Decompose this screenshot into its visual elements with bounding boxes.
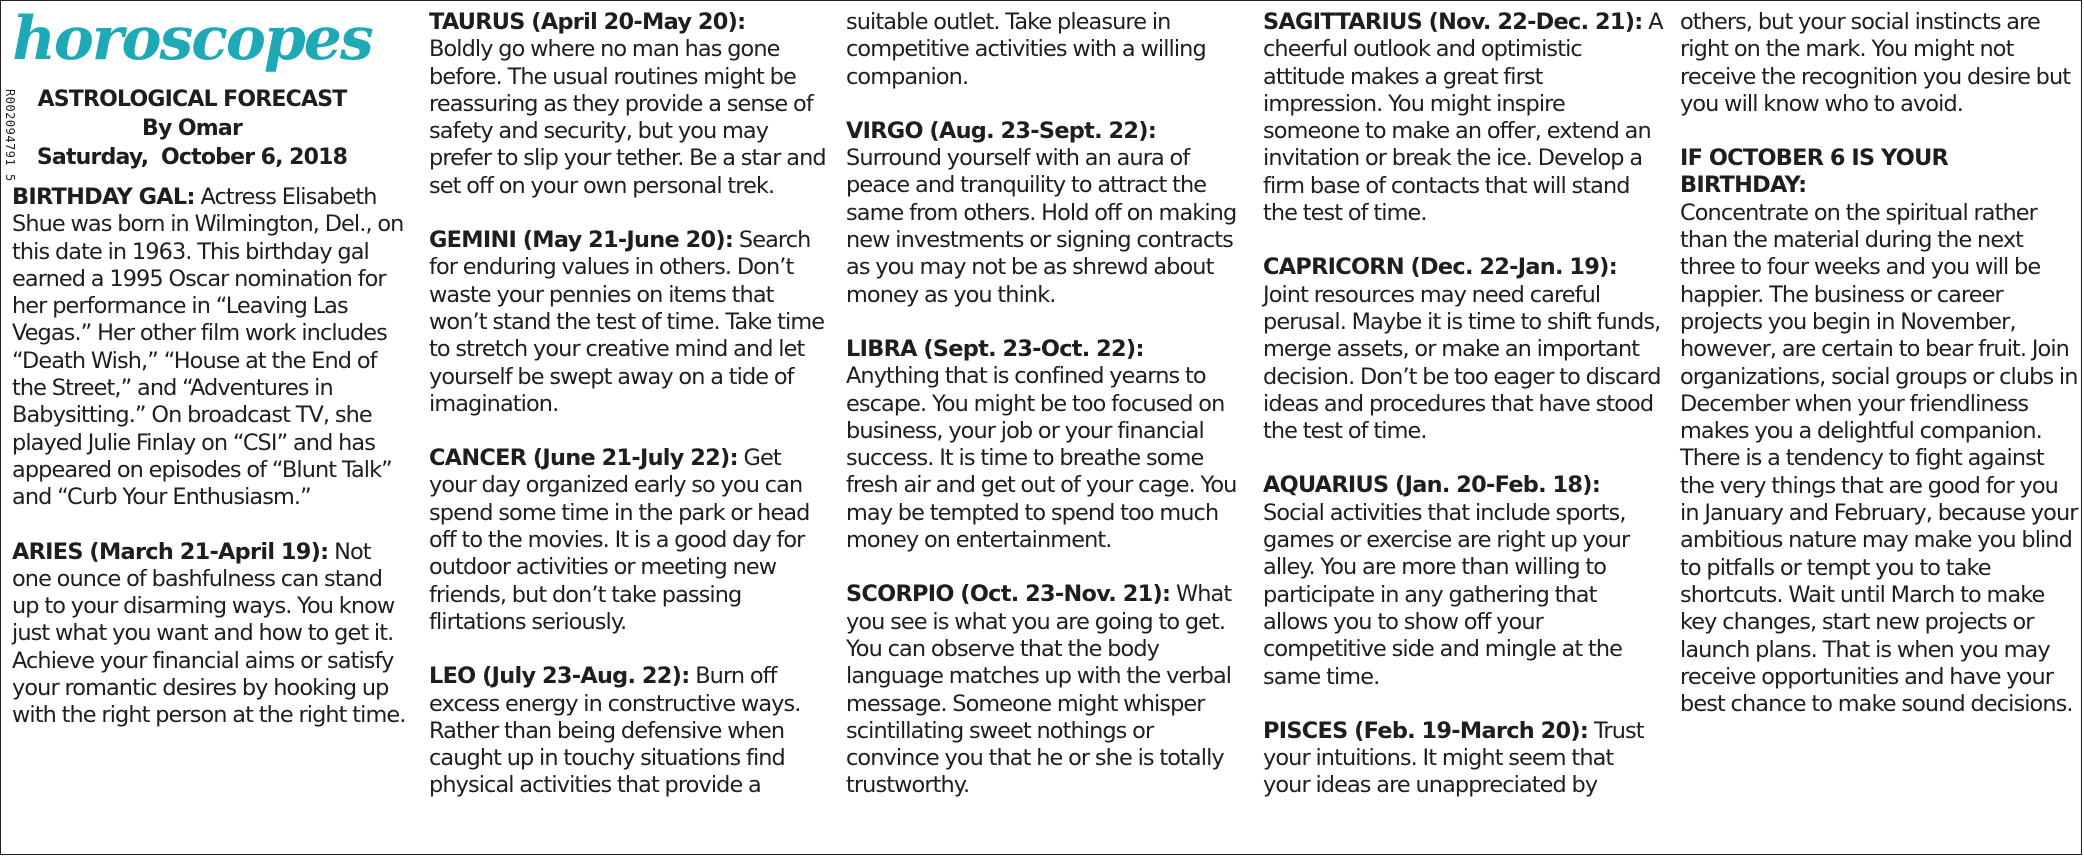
cancer-text: Get your day organized early so you can spend some time in the park or head off to the movies. It is a good day for outdoor activities or meeting new friends, but don’t take passing flirtations seriously. (429, 445, 810, 635)
sagittarius-heading: SAGITTARIUS (Nov. 22-Dec. 21): (1263, 9, 1643, 35)
cancer-entry (429, 445, 829, 636)
libra-text: Anything that is confined yearns to escape. You might be too focused on business, your job or your financial success. It is time to breathe some fresh air and get out of your cage. You may be tempted to spend too much money on entertainment. (846, 363, 1237, 554)
virgo-entry (846, 118, 1246, 309)
cancer-heading: CANCER (June 21-July 22): (429, 445, 738, 472)
virgo-text: Surround yourself with an aura of peace and tranquility to attract the same from others. Hold off on making new investments or signing contracts as you may not be as shrewd about money as you think. (846, 145, 1237, 308)
gemini-heading: GEMINI (May 21-June 20): (429, 227, 734, 254)
masthead-title: ASTROLOGICAL FORECAST (37, 87, 347, 112)
masthead (12, 1, 372, 172)
leo-text-part2: suitable outlet. Take pleasure in competitive activities with a willing companion. (846, 9, 1206, 90)
column-1 (12, 1, 412, 757)
gemini-entry (429, 227, 829, 418)
gemini-text: Search for enduring values in others. Don’t waste your pennies on items that won’t stand the test of time. Take time to stretch your creative mind and let yourself be swept away on a tide of imagination. (429, 227, 825, 417)
pisces-heading: PISCES (Feb. 19-March 20): (1263, 717, 1589, 744)
taurus-text: Boldly go where no man has gone before. The usual routines might be reassuring as they provide a sense of safety and security, but you may prefer to slip your tether. Be a star and set off on your own personal trek. (429, 36, 826, 199)
birthday-heading: IF OCTOBER 6 IS YOUR BIRTHDAY: (1680, 145, 1949, 199)
aquarius-entry (1263, 472, 1663, 690)
column-2 (429, 9, 829, 827)
taurus-heading: TAURUS (April 20-May 20): (429, 9, 746, 35)
libra-heading: LIBRA (Sept. 23-Oct. 22): (846, 335, 1144, 362)
masthead-byline: By Omar (142, 116, 242, 141)
masthead-date: Saturday, October 6, 2018 (36, 145, 348, 170)
pisces-text-part2: others, but your social instincts are right on the mark. You might not receive the recognition you desire but you will know who to avoid. (1680, 9, 2071, 117)
birthday-gal-text: Actress Elisabeth Shue was born in Wilmington, Del., on this date in 1963. This birthday gal earned a 1995 Oscar nomination for her performance in “Leaving Las Vegas.” Her other film work includes “Death Wish,” “House at the End of the Street,” and “Adventures in Babysitting.” On broadcast TV, she played Julie Finlay on “CSI” and has appeared on episodes of “Blunt Talk” and “Curb Your Enthusiasm.” (12, 184, 404, 511)
aries-heading: ARIES (March 21-April 19): (12, 538, 329, 565)
aries-text: Not one ounce of bashfulness can stand up to your disarming ways. You know just what you want and how to get it. Achieve your financial aims or satisfy your romantic desires by hooking up with the right person at the right time. (12, 538, 406, 729)
pisces-continued (1680, 9, 2080, 118)
column-5 (1680, 9, 2080, 745)
scorpio-text: What you see is what you are going to get. You can observe that the body language matches up with the verbal message. Someone might whisper scintillating sweet nothings or convince you that he or she is totally trustworthy. (846, 581, 1232, 799)
scorpio-entry (846, 581, 1246, 799)
sagittarius-text: A cheerful outlook and optimistic attitude makes a great first impression. You might inspire someone to make an offer, extend an invitation or break the ice. Develop a firm base of contacts that will stand the test of time. (1263, 9, 1663, 227)
capricorn-entry (1263, 254, 1663, 445)
scorpio-heading: SCORPIO (Oct. 23-Nov. 21): (846, 581, 1171, 608)
birthday-entry (1680, 145, 2080, 718)
capricorn-text: Joint resources may need careful perusal. Maybe it is time to shift funds, merge assets, or make an important decision. Don’t be too eager to discard ideas and procedures that have stood the test of time. (1263, 281, 1661, 445)
column-3 (846, 9, 1246, 827)
aries-entry (12, 539, 412, 730)
virgo-heading: VIRGO (Aug. 23-Sept. 22): (846, 117, 1157, 144)
horoscopes-logo: horoscopes (12, 4, 372, 74)
column-4 (1263, 9, 1663, 827)
birthday-text: Concentrate on the spiritual rather than the material during the next three to four weeks and you will be happier. The business or career projects you begin in November, however, are certain to bear fruit. Join organizations, social groups or clubs in December when your friendliness makes you a delightful companion. There is a tendency to fight against the very things that are good for you in January and February, because your ambitious nature may make you blind to pitfalls or tempt you to take shortcuts. Wait until March to make key changes, start new projects or launch plans. That is when you may receive opportunities and have your best chance to make sound decisions. (1680, 199, 2078, 718)
sagittarius-entry (1263, 9, 1663, 227)
birthday-gal-entry (12, 184, 412, 512)
libra-entry (846, 336, 1246, 554)
birthday-gal-heading: BIRTHDAY GAL: (12, 184, 195, 210)
leo-text-part1: Burn off excess energy in constructive ways. Rather than being defensive when caught up in touchy situations find physical activities that provide a (429, 663, 801, 799)
leo-entry (429, 663, 829, 799)
aquarius-heading: AQUARIUS (Jan. 20-Feb. 18): (1263, 472, 1601, 499)
aquarius-text: Social activities that include sports, games or exercise are right up your alley. You are more than willing to participate in any gathering that allows you to show off your competitive side and mingle at the same time. (1263, 499, 1630, 690)
pisces-text-part1: Trust your intuitions. It might seem that your ideas are unappreciated by (1263, 717, 1644, 799)
capricorn-heading: CAPRICORN (Dec. 22-Jan. 19): (1263, 254, 1617, 281)
leo-continued (846, 9, 1246, 91)
leo-heading: LEO (July 23-Aug. 22): (429, 663, 690, 690)
taurus-entry (429, 9, 829, 200)
side-id-code: R002094791 5 (3, 89, 17, 182)
pisces-entry (1263, 718, 1663, 800)
